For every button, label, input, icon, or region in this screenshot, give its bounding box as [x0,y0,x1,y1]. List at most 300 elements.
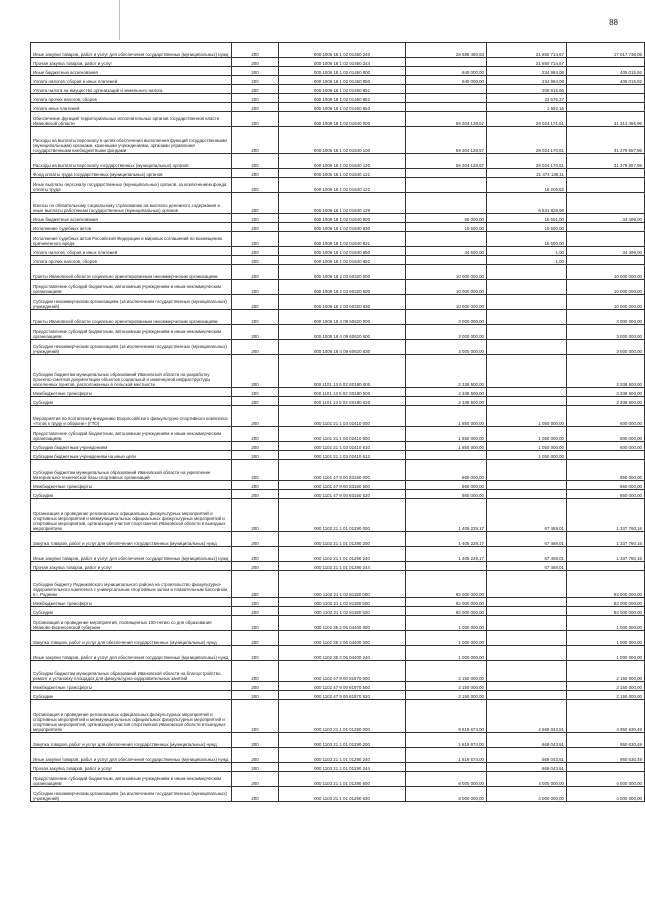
row-classification-code-cell: 000 1101 13 5 02 S0180 500 [279,388,406,397]
row-classification-code-cell: 000 1102 35 2 06 04400 240 [279,646,406,661]
row-name-cell: Субсидии некоммерческим организациям (за исключением государственных (муниципальных) учреждений) [31,787,232,802]
row-admin-code-cell: 200 [232,787,279,802]
row-classification-code-cell: 000 1102 21 1 01 01290 240 [279,547,406,562]
row-executed-amount-cell: 234 984,08 [487,76,567,85]
row-name-cell: Исполнение судебных актов [31,223,232,232]
row-name-cell: Уплата прочих налогов, сборов [31,256,232,265]
row-classification-code-cell: 000 1006 18 1 02 01460 851 [279,85,406,94]
row-admin-code-cell: 200 [232,532,279,547]
row-unexecuted-amount-cell: 1 000 000,00 [567,631,645,646]
table-row [31,154,645,169]
table-row [31,265,645,280]
row-classification-code-cell: 000 1006 18 1 02 01460 850 [279,76,406,85]
row-name-cell: Организация и проведение региональных официальных физкультурных мероприятий и спортивных мероприятий и межмуниципальных официальных физкультурных мероприятий и спортивных мероприятий, организация участия спортсменов Ивановской области в выездных мероприятиях [31,499,232,532]
row-name-cell: Межбюджетные трансферты [31,682,232,691]
row-classification-code-cell: 000 1101 21 1 03 02410 612 [279,451,406,460]
row-name-cell: Субсидии бюджетам муниципальных образований Ивановской области на благоустройство, ремонт и установку площадок для физкультурно-оздоровительных занятий [31,661,232,682]
row-approved-amount-cell: 1 000 000,00 [406,646,487,661]
row-unexecuted-amount-cell: 4 950 630,49 [567,700,645,733]
row-executed-amount-cell: 1 050 000,00 [487,442,567,451]
row-executed-amount-cell: 6 531 828,98 [487,193,567,214]
row-executed-amount-cell [487,691,567,700]
row-approved-amount-cell: 640 000,00 [406,67,487,76]
row-executed-amount-cell [487,397,567,406]
table-row [31,460,645,481]
row-executed-amount-cell: 1 050 000,00 [487,451,567,460]
row-classification-code-cell: 000 1102 21 1 02 81180 520 [279,607,406,616]
row-unexecuted-amount-cell: 2 338 500,00 [567,388,645,397]
row-unexecuted-amount-cell [567,256,645,265]
row-admin-code-cell: 200 [232,631,279,646]
row-unexecuted-amount-cell: 17 017 738,06 [567,43,645,58]
row-admin-code-cell: 200 [232,85,279,94]
row-admin-code-cell: 200 [232,127,279,154]
row-name-cell: Иные закупки товаров, работ и услуг для обеспечения государственных (муниципальных) нужд [31,646,232,661]
row-executed-amount-cell: 4 000 000,00 [487,772,567,787]
table-row [31,682,645,691]
row-approved-amount-cell [406,169,487,178]
row-admin-code-cell: 200 [232,265,279,280]
row-admin-code-cell: 200 [232,325,279,340]
row-approved-amount-cell [406,103,487,112]
row-name-cell: Мероприятия по поэтапному внедрению Всероссийского физкультурно-спортивного комплекса «Готов к труду и обороне» (ГТО) [31,406,232,427]
budget-execution-table [30,42,645,802]
row-approved-amount-cell: 1 405 229,17 [406,532,487,547]
table-row [31,451,645,460]
row-approved-amount-cell: 59 304 128,57 [406,112,487,127]
row-unexecuted-amount-cell: 34 499,00 [567,214,645,223]
row-approved-amount-cell: 1 000 000,00 [406,616,487,631]
row-executed-amount-cell: 15 500,00 [487,232,567,247]
row-name-cell: Прочая закупка товаров, работ и услуг [31,562,232,571]
row-executed-amount-cell [487,280,567,295]
row-executed-amount-cell: 18 206,52 [487,178,567,193]
row-name-cell: Иные закупки товаров, работ и услуг для обеспечения государственных (муниципальных) нужд [31,43,232,58]
row-approved-amount-cell: 82 000 000,00 [406,571,487,598]
row-name-cell: Уплата иных платежей [31,103,232,112]
row-executed-amount-cell: 28 024 170,61 [487,154,567,169]
row-admin-code-cell: 200 [232,598,279,607]
row-executed-amount-cell [487,490,567,499]
row-name-cell: Субсидии бюджетным учреждениям на иные цели [31,451,232,460]
row-unexecuted-amount-cell: 31 314 456,96 [567,112,645,127]
row-admin-code-cell: 200 [232,661,279,682]
table-row [31,733,645,748]
row-executed-amount-cell [487,682,567,691]
row-admin-code-cell: 200 [232,646,279,661]
row-executed-amount-cell: 67 469,01 [487,532,567,547]
table-row [31,499,645,532]
row-admin-code-cell: 200 [232,547,279,562]
row-unexecuted-amount-cell [567,193,645,214]
row-executed-amount-cell: 1 050 000,00 [487,406,567,427]
row-unexecuted-amount-cell: 1 337 760,16 [567,547,645,562]
table-row [31,76,645,85]
row-approved-amount-cell: 1 650 000,00 [406,406,487,427]
row-unexecuted-amount-cell: 600 000,00 [567,442,645,451]
row-unexecuted-amount-cell: 3 000 000,00 [567,340,645,355]
table-row [31,295,645,310]
table-row [31,67,645,76]
table-row [31,178,645,193]
table-row [31,127,645,154]
row-name-cell: Субсидии бюджетным учреждениям [31,442,232,451]
row-classification-code-cell: 000 1006 18 1 02 01640 100 [279,127,406,154]
table-row [31,340,645,355]
row-unexecuted-amount-cell [567,763,645,772]
table-row [31,280,645,295]
row-unexecuted-amount-cell [567,451,645,460]
table-row [31,169,645,178]
row-admin-code-cell: 200 [232,442,279,451]
table-body [31,43,645,802]
table-row [31,94,645,103]
row-name-cell: Фонд оплаты труда государственных (муниципальных) органов [31,169,232,178]
row-name-cell: Закупка товаров, работ и услуг для обеспечения государственных (муниципальных) нужд [31,532,232,547]
row-admin-code-cell: 200 [232,67,279,76]
row-admin-code-cell: 200 [232,571,279,598]
row-unexecuted-amount-cell: 10 000 000,00 [567,265,645,280]
row-approved-amount-cell [406,94,487,103]
row-approved-amount-cell [406,562,487,571]
row-classification-code-cell: 000 1006 18 4 09 60620 600 [279,325,406,340]
row-approved-amount-cell [406,85,487,94]
row-unexecuted-amount-cell: 82 000 000,00 [567,571,645,598]
row-approved-amount-cell: 2 150 000,00 [406,691,487,700]
table-row [31,661,645,682]
row-unexecuted-amount-cell: 950 630,49 [567,733,645,748]
row-admin-code-cell: 200 [232,169,279,178]
row-executed-amount-cell [487,607,567,616]
row-approved-amount-cell: 2 338 500,00 [406,397,487,406]
row-classification-code-cell: 000 1103 21 1 01 01290 244 [279,763,406,772]
row-approved-amount-cell: 1 650 000,00 [406,427,487,442]
row-classification-code-cell: 000 1006 18 2 03 60320 630 [279,295,406,310]
row-classification-code-cell: 000 1006 18 2 03 60320 600 [279,280,406,295]
row-classification-code-cell: 000 1006 18 1 02 01460 800 [279,67,406,76]
table-row [31,772,645,787]
row-name-cell: Закупка товаров, работ и услуг для обеспечения государственных (муниципальных) нужд [31,733,232,748]
row-name-cell: Уплата налогов, сборов и иных платежей [31,247,232,256]
table-row [31,481,645,490]
row-unexecuted-amount-cell: 1 337 760,16 [567,499,645,532]
row-classification-code-cell: 000 1006 18 1 02 01640 122 [279,178,406,193]
row-classification-code-cell: 000 1101 47 9 00 83160 520 [279,490,406,499]
table-row [31,397,645,406]
row-executed-amount-cell: 15 500,00 [487,223,567,232]
row-unexecuted-amount-cell: 2 338 500,00 [567,355,645,388]
table-row [31,787,645,802]
row-unexecuted-amount-cell: 860 000,00 [567,490,645,499]
row-admin-code-cell: 200 [232,247,279,256]
row-approved-amount-cell: 1 405 229,17 [406,547,487,562]
row-executed-amount-cell: 234 984,08 [487,67,567,76]
row-classification-code-cell: 000 1006 18 2 03 60320 000 [279,265,406,280]
row-admin-code-cell: 200 [232,256,279,265]
row-classification-code-cell: 000 1006 18 1 02 01640 830 [279,223,406,232]
row-executed-amount-cell: 21 650 714,67 [487,58,567,67]
row-executed-amount-cell: 23 576,27 [487,94,567,103]
row-approved-amount-cell: 10 000 000,00 [406,295,487,310]
row-admin-code-cell: 200 [232,406,279,427]
row-classification-code-cell: 000 1101 21 1 03 02410 610 [279,442,406,451]
row-admin-code-cell: 200 [232,310,279,325]
row-admin-code-cell: 200 [232,481,279,490]
row-unexecuted-amount-cell [567,58,645,67]
row-unexecuted-amount-cell: 860 000,00 [567,460,645,481]
row-unexecuted-amount-cell: 2 150 000,00 [567,682,645,691]
row-unexecuted-amount-cell [567,85,645,94]
row-classification-code-cell: 000 1006 18 1 02 01640 852 [279,256,406,265]
row-approved-amount-cell: 9 619 674,00 [406,700,487,733]
table-row [31,646,645,661]
row-executed-amount-cell [487,388,567,397]
row-approved-amount-cell: 82 000 000,00 [406,598,487,607]
row-unexecuted-amount-cell: 600 000,00 [567,427,645,442]
scan-edge-line [119,0,120,40]
row-unexecuted-amount-cell: 1 000 000,00 [567,616,645,631]
table-row [31,85,645,94]
row-admin-code-cell: 200 [232,397,279,406]
row-name-cell: Организация и проведение региональных официальных физкультурных мероприятий и спортивных мероприятий и межмуниципальных официальных физкультурных мероприятий и спортивных мероприятий, организация участия спортсменов Ивановской области в выездных мероприятиях [31,700,232,733]
row-executed-amount-cell [487,295,567,310]
table-row [31,247,645,256]
row-name-cell: Предоставление субсидий бюджетным, автономным учреждениям и иным некоммерческим организациям [31,772,232,787]
row-classification-code-cell: 000 1102 35 2 06 04400 200 [279,631,406,646]
table-row [31,763,645,772]
row-approved-amount-cell [406,451,487,460]
row-executed-amount-cell: 669 043,51 [487,748,567,763]
row-classification-code-cell: 000 1101 13 5 02 S0180 000 [279,355,406,388]
row-approved-amount-cell [406,256,487,265]
table-row [31,700,645,733]
row-name-cell: Субсидии бюджетам муниципальных образований Ивановской области на разработку проектно-сметной документации объектов социальной и инженерной инфраструктуры населенных пунктов, расположенных в сельской местности [31,355,232,388]
row-unexecuted-amount-cell: 860 000,00 [567,481,645,490]
row-name-cell: Прочая закупка товаров, работ и услуг [31,58,232,67]
row-name-cell: Взносы по обязательному социальному страхованию на выплаты денежного содержания и иные выплаты работникам государственных (муниципальных) органов [31,193,232,214]
row-name-cell: Предоставление субсидий бюджетным, автономным учреждениям и иным некоммерческим организациям [31,427,232,442]
row-unexecuted-amount-cell [567,169,645,178]
row-classification-code-cell: 000 1102 21 1 01 01290 244 [279,562,406,571]
row-admin-code-cell: 200 [232,76,279,85]
row-admin-code-cell: 200 [232,460,279,481]
table-row [31,193,645,214]
table-row [31,388,645,397]
row-name-cell: Субсидии [31,691,232,700]
row-executed-amount-cell: 21 650 714,67 [487,43,567,58]
row-executed-amount-cell: 209 815,65 [487,85,567,94]
row-approved-amount-cell [406,232,487,247]
row-executed-amount-cell [487,325,567,340]
row-admin-code-cell: 200 [232,178,279,193]
row-executed-amount-cell: 4 000 000,00 [487,787,567,802]
row-unexecuted-amount-cell: 31 279 957,96 [567,154,645,169]
row-unexecuted-amount-cell: 82 000 000,00 [567,598,645,607]
row-unexecuted-amount-cell: 10 000 000,00 [567,280,645,295]
table-row [31,598,645,607]
table-row [31,631,645,646]
row-executed-amount-cell: 1,00 [487,247,567,256]
row-classification-code-cell: 000 1103 21 1 01 01290 630 [279,787,406,802]
row-unexecuted-amount-cell [567,94,645,103]
row-unexecuted-amount-cell: 4 000 000,00 [567,787,645,802]
row-name-cell: Расходы на выплаты персоналу государственных (муниципальных) органов [31,154,232,169]
row-approved-amount-cell: 2 150 000,00 [406,661,487,682]
row-unexecuted-amount-cell [567,562,645,571]
table-row [31,691,645,700]
row-admin-code-cell: 200 [232,490,279,499]
row-executed-amount-cell: 67 469,01 [487,499,567,532]
table-row [31,58,645,67]
row-name-cell: Субсидии [31,397,232,406]
row-executed-amount-cell: 4 669 043,51 [487,700,567,733]
row-classification-code-cell: 000 1006 18 1 02 01640 800 [279,214,406,223]
table-row [31,325,645,340]
row-admin-code-cell: 200 [232,733,279,748]
row-admin-code-cell: 200 [232,562,279,571]
row-classification-code-cell: 000 1006 18 1 02 01640 120 [279,154,406,169]
row-admin-code-cell: 200 [232,700,279,733]
row-name-cell: Гранты Ивановской области социально ориентированным некоммерческим организациям [31,310,232,325]
row-name-cell: Иные выплаты персоналу государственных (муниципальных) органов, за исключением фонда оплаты труда [31,178,232,193]
row-name-cell: Субсидии некоммерческим организациям (за исключением государственных (муниципальных) учреждений) [31,295,232,310]
table-row [31,112,645,127]
row-unexecuted-amount-cell: 3 000 000,00 [567,310,645,325]
row-classification-code-cell: 000 1102 21 1 01 01290 200 [279,532,406,547]
table-row [31,43,645,58]
row-executed-amount-cell: 1 592,16 [487,103,567,112]
row-unexecuted-amount-cell: 405 015,92 [567,67,645,76]
row-classification-code-cell: 000 1006 18 1 02 01640 000 [279,112,406,127]
row-classification-code-cell: 000 1006 18 1 02 01640 850 [279,247,406,256]
table-row [31,232,645,247]
page-number: 88 [609,18,618,27]
row-admin-code-cell: 200 [232,763,279,772]
table-row [31,532,645,547]
row-unexecuted-amount-cell [567,223,645,232]
row-classification-code-cell: 000 1103 21 1 01 01290 200 [279,733,406,748]
row-admin-code-cell: 200 [232,295,279,310]
row-name-cell: Иные закупки товаров, работ и услуг для обеспечения государственных (муниципальных) нужд [31,748,232,763]
row-classification-code-cell: 000 1102 21 1 01 01290 000 [279,499,406,532]
row-admin-code-cell: 200 [232,616,279,631]
table-row [31,547,645,562]
row-approved-amount-cell: 59 304 128,57 [406,127,487,154]
row-admin-code-cell: 200 [232,193,279,214]
row-admin-code-cell: 200 [232,103,279,112]
row-unexecuted-amount-cell: 2 150 000,00 [567,691,645,700]
row-unexecuted-amount-cell [567,103,645,112]
row-executed-amount-cell: 21 474 136,11 [487,169,567,178]
table-row [31,490,645,499]
row-classification-code-cell: 000 1103 21 1 01 01290 000 [279,700,406,733]
row-unexecuted-amount-cell: 405 015,92 [567,76,645,85]
row-classification-code-cell: 000 1103 21 1 01 01290 600 [279,772,406,787]
row-classification-code-cell: 000 1102 47 9 00 81970 520 [279,691,406,700]
row-admin-code-cell: 200 [232,451,279,460]
row-unexecuted-amount-cell: 82 000 000,00 [567,607,645,616]
row-executed-amount-cell [487,598,567,607]
row-name-cell: Уплата налога на имущество организаций и земельного налога [31,85,232,94]
row-name-cell: Иные закупки товаров, работ и услуг для обеспечения государственных (муниципальных) нужд [31,547,232,562]
row-name-cell: Предоставление субсидий бюджетным, автономным учреждениям и иным некоммерческим организациям [31,325,232,340]
row-approved-amount-cell: 2 338 500,00 [406,355,487,388]
row-name-cell: Обеспечение функций территориальных исполнительных органов государственной власти Ивановской области [31,112,232,127]
row-unexecuted-amount-cell: 600 000,00 [567,406,645,427]
row-classification-code-cell: 000 1006 18 1 02 01640 121 [279,169,406,178]
row-executed-amount-cell: 669 043,51 [487,733,567,748]
row-classification-code-cell: 000 1006 18 1 02 01640 129 [279,193,406,214]
row-admin-code-cell: 200 [232,427,279,442]
row-classification-code-cell: 000 1103 21 1 01 01290 240 [279,748,406,763]
row-approved-amount-cell: 8 000 000,00 [406,787,487,802]
table-row [31,355,645,388]
row-admin-code-cell: 200 [232,280,279,295]
row-approved-amount-cell: 640 000,00 [406,76,487,85]
row-approved-amount-cell [406,58,487,67]
table-row [31,103,645,112]
row-admin-code-cell: 200 [232,58,279,67]
row-classification-code-cell: 000 1006 18 1 02 01640 831 [279,232,406,247]
table-row [31,427,645,442]
table-row [31,562,645,571]
row-name-cell: Иные бюджетные ассигнования [31,67,232,76]
row-approved-amount-cell: 860 000,00 [406,460,487,481]
row-unexecuted-amount-cell [567,232,645,247]
table-row [31,748,645,763]
row-executed-amount-cell [487,265,567,280]
row-classification-code-cell: 000 1101 13 5 02 S0180 520 [279,397,406,406]
row-name-cell: Субсидии бюджету Родниковского муниципального района на строительство физкультурно-оздоровительного комплекса с универсальным спортивным залом и плавательным бассейном в г. Родники [31,571,232,598]
row-admin-code-cell: 200 [232,499,279,532]
table-row [31,256,645,265]
row-approved-amount-cell: 860 000,00 [406,481,487,490]
row-approved-amount-cell: 10 000 000,00 [406,265,487,280]
row-executed-amount-cell: 15 501,00 [487,214,567,223]
row-name-cell: Прочая закупка товаров, работ и услуг [31,763,232,772]
row-name-cell: Уплата налогов, сборов и иных платежей [31,76,232,85]
row-executed-amount-cell [487,310,567,325]
row-admin-code-cell: 200 [232,340,279,355]
row-executed-amount-cell [487,355,567,388]
row-name-cell: Закупка товаров, работ и услуг для обеспечения государственных (муниципальных) нужд [31,631,232,646]
row-name-cell: Уплата прочих налогов, сборов [31,94,232,103]
row-name-cell: Межбюджетные трансферты [31,481,232,490]
row-approved-amount-cell: 15 500,00 [406,223,487,232]
row-executed-amount-cell [487,340,567,355]
row-executed-amount-cell: 1 050 000,00 [487,427,567,442]
row-name-cell: Предоставление субсидий бюджетным, автономным учреждениям и иным некоммерческим организациям [31,280,232,295]
row-classification-code-cell: 000 1101 21 1 03 02410 000 [279,406,406,427]
row-approved-amount-cell: 1 000 000,00 [406,631,487,646]
row-executed-amount-cell [487,481,567,490]
row-approved-amount-cell: 8 000 000,00 [406,772,487,787]
row-admin-code-cell: 200 [232,232,279,247]
row-admin-code-cell: 200 [232,112,279,127]
row-unexecuted-amount-cell: 1 000 000,00 [567,646,645,661]
row-unexecuted-amount-cell: 2 150 000,00 [567,661,645,682]
row-classification-code-cell: 000 1006 18 4 09 60620 000 [279,310,406,325]
row-executed-amount-cell: 67 469,01 [487,562,567,571]
row-classification-code-cell: 000 1006 18 1 02 01460 244 [279,58,406,67]
row-approved-amount-cell: 1 619 674,00 [406,748,487,763]
row-name-cell: Гранты Ивановской области социально ориентированным некоммерческим организациям [31,265,232,280]
row-classification-code-cell: 000 1101 47 9 00 83160 000 [279,460,406,481]
row-approved-amount-cell: 1 405 229,17 [406,499,487,532]
row-executed-amount-cell [487,646,567,661]
row-executed-amount-cell [487,616,567,631]
table-row [31,214,645,223]
